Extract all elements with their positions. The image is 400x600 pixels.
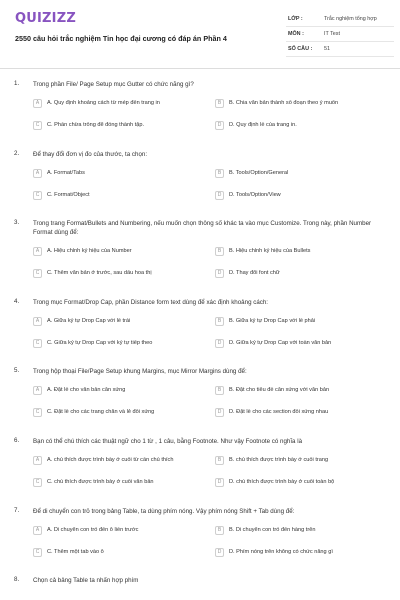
meta-key: MÔN :	[288, 31, 304, 37]
option-letter-badge: B	[215, 317, 224, 326]
option-letter-badge: A	[33, 456, 42, 465]
option-letter-badge: B	[215, 169, 224, 178]
question-text: Để di chuyển con trỏ trong bảng Table, ta dùng phím nóng. Vậy phím nóng Shift + Tab dùng để:	[33, 508, 295, 515]
answer-option-b[interactable]	[215, 97, 395, 110]
question-text: Trong phần File/ Page Setup mục Gutter có chức năng gì?	[33, 81, 194, 88]
meta-row-subject	[286, 27, 394, 42]
answer-option-b[interactable]	[215, 524, 395, 537]
answer-option-d[interactable]	[215, 267, 395, 280]
option-letter-badge: B	[215, 386, 224, 395]
option-text: B. Tools/Option/General	[229, 170, 289, 176]
answer-option-d[interactable]	[215, 476, 395, 489]
answer-option-d[interactable]	[215, 189, 395, 202]
option-letter-badge: A	[33, 317, 42, 326]
question-number: 2.	[14, 150, 20, 157]
answer-option-b[interactable]	[215, 384, 395, 397]
question-text: Trong hộp thoại File/Page Setup khung Margins, mục Mirror Margins dùng để:	[33, 368, 247, 375]
option-letter-badge: D	[215, 121, 224, 130]
question-text: Trong trang Format/Bullets and Numbering, nếu muốn chọn thông số khác ta vào mục Customize. Trong này, phần Number Format dùng để:	[33, 220, 372, 236]
option-letter-badge: D	[215, 408, 224, 417]
answer-option-a[interactable]	[33, 245, 211, 258]
option-letter-badge: B	[215, 99, 224, 108]
answer-option-c[interactable]	[33, 189, 211, 202]
answer-option-a[interactable]	[33, 454, 211, 467]
option-text: B. Chia văn bản thành số đoạn theo ý muốn	[229, 100, 339, 106]
option-text: C. Đặt lề cho các trang chẵn và lẻ đối xứng	[47, 409, 155, 415]
question-number: 1.	[14, 80, 20, 87]
option-text: D. Tools/Option/View	[229, 192, 281, 198]
answer-option-b[interactable]	[215, 454, 395, 467]
option-text: D. Đặt lề cho các section đối xứng nhau	[229, 409, 329, 415]
option-text: D. Quy định lề của trang in.	[229, 122, 297, 128]
answer-option-d[interactable]	[215, 337, 395, 350]
meta-row-class	[286, 12, 394, 27]
answer-option-c[interactable]	[33, 406, 211, 419]
option-letter-badge: A	[33, 99, 42, 108]
option-letter-badge: B	[215, 247, 224, 256]
option-text: C. chú thích được trình bày ở cuối văn bản	[47, 479, 154, 485]
answer-option-a[interactable]	[33, 97, 211, 110]
option-text: B. Di chuyển con trỏ đến hàng trên	[229, 527, 316, 533]
option-letter-badge: D	[215, 191, 224, 200]
answer-option-b[interactable]	[215, 245, 395, 258]
option-letter-badge: D	[215, 548, 224, 557]
question-text: Chọn cả bảng Table ta nhấn hợp phím	[33, 577, 139, 584]
meta-key: SỐ CÂU :	[288, 46, 313, 52]
quizizz-logo	[15, 11, 76, 26]
option-text: B. Đặt cho tiêu đề cân xứng với văn bản	[229, 387, 330, 393]
question-text: Bạn có thể chú thích các thuật ngữ cho 1 từ , 1 câu, bằng Footnote. Như vậy Footnote có nghĩa là	[33, 438, 303, 445]
page-title: 2550 câu hỏi trắc nghiệm Tin học đại cương có đáp án Phần 4	[15, 34, 227, 43]
logo-wordmark: UIZIZZ	[26, 11, 76, 26]
option-letter-badge: A	[33, 526, 42, 535]
meta-value: 51	[324, 46, 330, 52]
logo-initial: Q	[15, 11, 27, 26]
question-number: 5.	[14, 367, 20, 374]
meta-value: Trắc nghiệm tổng hợp	[324, 16, 377, 22]
question-text: Trong mục Format/Drop Cap, phần Distance form text dùng để xác định khoảng cách:	[33, 299, 269, 306]
question-number: 4.	[14, 298, 20, 305]
option-letter-badge: D	[215, 478, 224, 487]
answer-option-a[interactable]	[33, 524, 211, 537]
option-text: C. Phần chừa trống để đóng thành tập.	[47, 122, 145, 128]
option-letter-badge: B	[215, 526, 224, 535]
option-letter-badge: C	[33, 339, 42, 348]
option-text: B. Giữa ký tự Drop Cap với lề phải	[229, 318, 316, 324]
option-letter-badge: A	[33, 386, 42, 395]
option-text: C. Thêm văn bản ở trước, sau dấu hoa thị	[47, 270, 152, 276]
option-text: A. Giữa ký tự Drop Cap với lề trái	[47, 318, 131, 324]
option-text: B. Hiệu chỉnh ký hiệu của Bullets	[229, 248, 311, 254]
option-letter-badge: D	[215, 339, 224, 348]
option-text: D. Giữa ký tự Drop Cap với toàn văn bản	[229, 340, 332, 346]
option-letter-badge: C	[33, 269, 42, 278]
option-letter-badge: C	[33, 408, 42, 417]
answer-option-d[interactable]	[215, 546, 395, 559]
meta-key: LỚP :	[288, 16, 303, 22]
answer-option-a[interactable]	[33, 384, 211, 397]
answer-option-c[interactable]	[33, 476, 211, 489]
question-number: 8.	[14, 576, 20, 583]
option-text: D. chú thích được trình bày ở cuối toàn bộ	[229, 479, 335, 485]
answer-option-c[interactable]	[33, 546, 211, 559]
option-text: A. Đặt lề cho văn bản cân xứng	[47, 387, 126, 393]
option-letter-badge: D	[215, 269, 224, 278]
answer-option-c[interactable]	[33, 267, 211, 280]
option-letter-badge: B	[215, 456, 224, 465]
option-text: B. chú thích được trình bày ở cuối trang	[229, 457, 329, 463]
answer-option-c[interactable]	[33, 337, 211, 350]
option-text: A. Quy định khoảng cách từ mép đến trang in	[47, 100, 160, 106]
option-text: A. Format/Tabs	[47, 170, 85, 176]
answer-option-b[interactable]	[215, 315, 395, 328]
option-text: C. Thêm một tab vào ô	[47, 549, 104, 555]
answer-option-d[interactable]	[215, 119, 395, 132]
option-letter-badge: C	[33, 121, 42, 130]
question-number: 3.	[14, 219, 20, 226]
option-text: C. Format/Object	[47, 192, 90, 198]
question-number: 6.	[14, 437, 20, 444]
header-divider	[0, 68, 400, 69]
option-text: A. chú thích được trình bày ở cuối từ cần chú thích	[47, 457, 174, 463]
worksheet-meta	[286, 12, 394, 57]
option-text: D. Thay đổi font chữ	[229, 270, 280, 276]
option-text: A. Di chuyển con trỏ đến ô liền trước	[47, 527, 139, 533]
answer-option-a[interactable]	[33, 167, 211, 180]
option-letter-badge: C	[33, 478, 42, 487]
question-number: 7.	[14, 507, 20, 514]
meta-row-question-count	[286, 42, 394, 57]
option-letter-badge: C	[33, 548, 42, 557]
option-letter-badge: A	[33, 247, 42, 256]
answer-option-d[interactable]	[215, 406, 395, 419]
option-letter-badge: A	[33, 169, 42, 178]
option-text: A. Hiệu chỉnh ký hiệu của Number	[47, 248, 132, 254]
meta-value: IT Test	[324, 31, 340, 37]
option-letter-badge: C	[33, 191, 42, 200]
answer-option-b[interactable]	[215, 167, 395, 180]
question-text: Để thay đổi đơn vị đo của thước, ta chọn:	[33, 151, 148, 158]
worksheet-header	[0, 0, 400, 70]
answer-option-c[interactable]	[33, 119, 211, 132]
option-text: D. Phím nóng trên không có chức năng gì	[229, 549, 333, 555]
option-text: C. Giữa ký tự Drop Cap với ký tự tiếp theo	[47, 340, 153, 346]
answer-option-a[interactable]	[33, 315, 211, 328]
